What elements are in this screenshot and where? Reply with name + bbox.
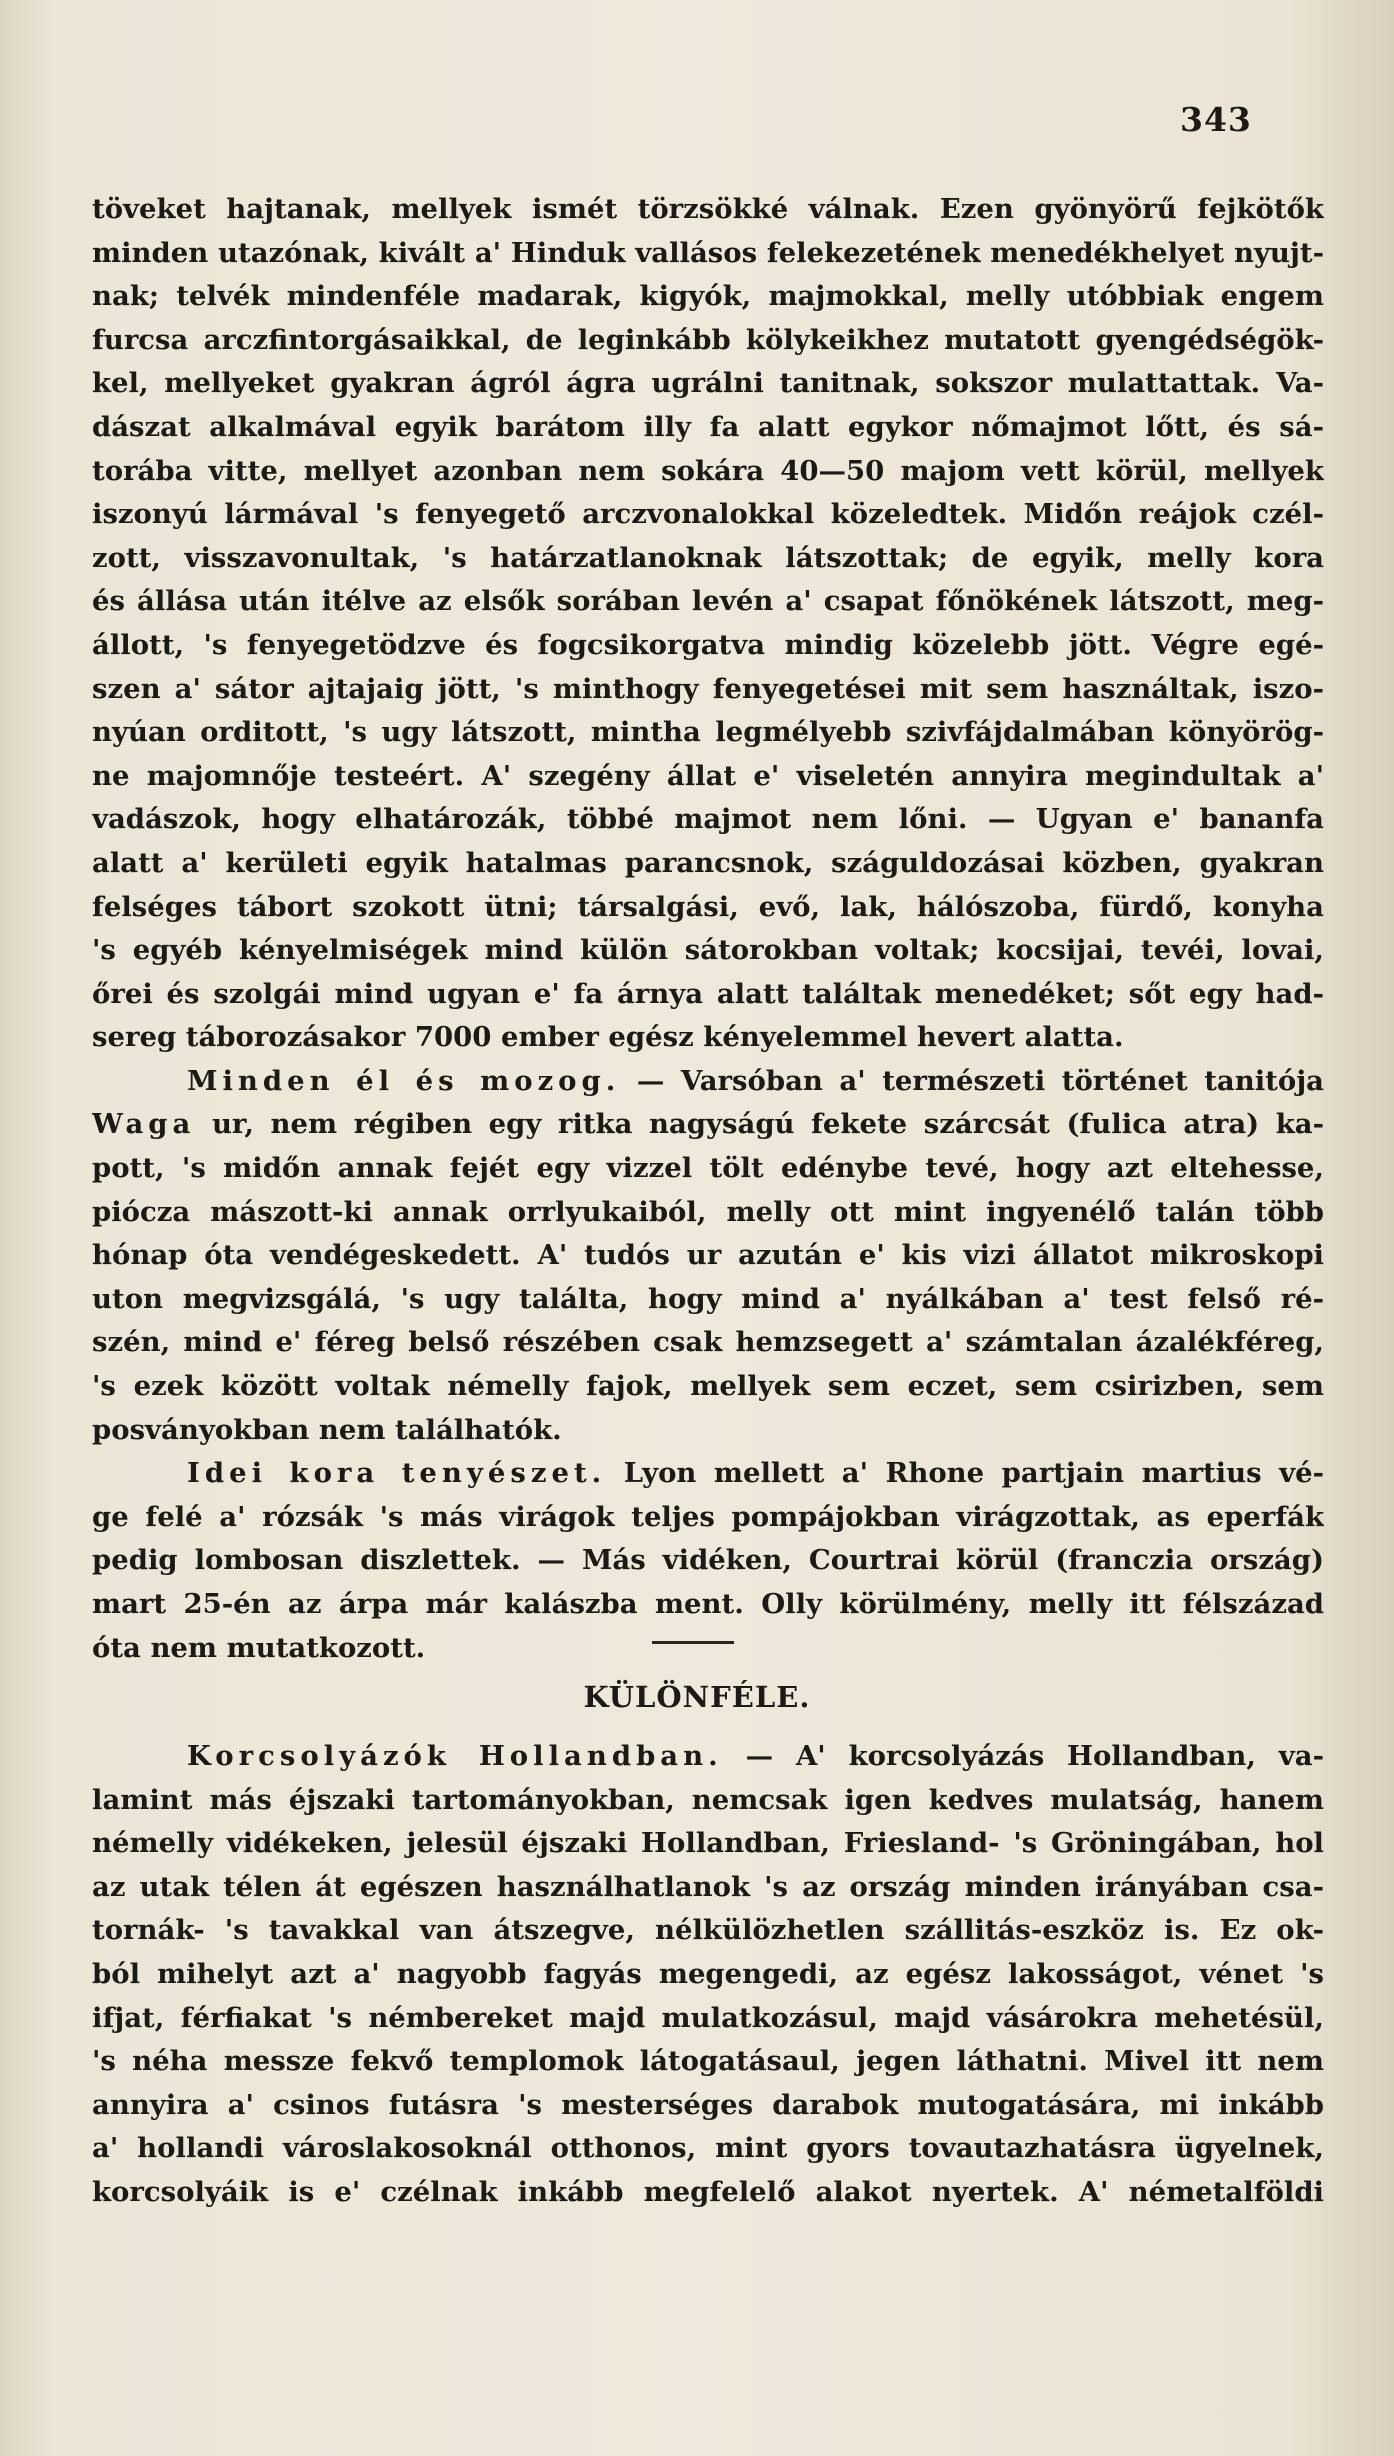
paragraph-line: annyira a' csinos futásra 's mesterséges darabok mutogatására, mi inkább bbox=[92, 2088, 1324, 2121]
kulonfele-text bbox=[92, 1735, 1324, 2215]
paragraph-line: némelly vidékeken, jelesül éjszaki Hollandban, Friesland- 's Gröningában, hol bbox=[92, 1827, 1324, 1860]
section-title-idei-kora: Idei kora tenyészet. bbox=[187, 1457, 607, 1490]
section-title-minden-el: Minden él és mozog. bbox=[187, 1064, 621, 1097]
paragraph-line: 's néha messze fekvő templomok látogatásaul, jegen láthatni. Mivel itt nem bbox=[92, 2045, 1324, 2078]
paragraph-first-line bbox=[92, 1735, 1324, 1779]
paragraph-line: ne majomnője testeért. A' szegény állat e' viseletén annyira megindultak a' bbox=[92, 759, 1324, 792]
paragraph-line: őrei és szolgái mind ugyan e' fa árnya alatt találtak menedéket; sőt egy had- bbox=[92, 977, 1324, 1010]
paragraph-line: kel, mellyeket gyakran ágról ágra ugrálni tanitnak, sokszor mulattattak. Va- bbox=[92, 367, 1324, 400]
paragraph-line: óta nem mutatkozott. bbox=[92, 1631, 426, 1664]
person-name: Waga bbox=[92, 1108, 196, 1141]
paragraph-line: furcsa arczfintorgásaikkal, de leginkább kölykeikhez mutatott gyengédségök- bbox=[92, 323, 1324, 356]
paragraph-line: hónap óta vendégeskedett. A' tudós ur azután e' kis vizi állatot mikroskopi bbox=[92, 1239, 1324, 1272]
paragraph-line: — Varsóban a' természeti történet tanitója bbox=[636, 1064, 1324, 1097]
paragraph-first-line bbox=[92, 1060, 1324, 1104]
paragraph-line: és állása után itélve az elsők sorában levén a' csapat főnökének látszott, meg- bbox=[92, 585, 1324, 618]
paragraph-line: dászat alkalmával egyik barátom illy fa alatt egykor nőmajmot lőtt, és sá- bbox=[92, 410, 1324, 443]
paragraph-line bbox=[92, 1103, 1324, 1147]
paragraph-line: felséges tábort szokott ütni; társalgási, evő, lak, hálószoba, fürdő, konyha bbox=[92, 890, 1324, 923]
paragraph-line: töveket hajtanak, mellyek ismét törzsökké válnak. Ezen gyönyörű fejkötők bbox=[92, 193, 1324, 225]
paragraph-line: szen a' sátor ajtajaig jött, 's minthogy fenyegetései mit sem használtak, iszo- bbox=[92, 672, 1324, 705]
paragraph-line: iszonyú lármával 's fenyegető arczvonalokkal közeledtek. Midőn reájok czél- bbox=[92, 498, 1324, 531]
section-idei-kora bbox=[92, 1496, 1324, 1670]
paragraph-line: torába vitte, mellyet azonban nem sokára 40—50 majom vett körül, mellyek bbox=[92, 454, 1324, 487]
paragraph-line: Lyon mellett a' Rhone partjain martius vé- bbox=[623, 1457, 1324, 1490]
section-natural-history bbox=[92, 188, 1324, 1060]
main-text bbox=[92, 188, 1324, 1670]
paragraph-line: korcsolyáik is e' czélnak inkább megfelelő alakot nyertek. A' németalföldi bbox=[92, 2175, 1324, 2208]
section-minden-el bbox=[92, 1147, 1324, 1452]
paragraph-line: szén, mind e' féreg belső részében csak hemzsegett a' számtalan ázalékféreg, bbox=[92, 1326, 1324, 1359]
paragraph-line-text: ur, nem régiben egy ritka nagyságú fekete szárcsát (fulica atra) ka- bbox=[211, 1108, 1324, 1141]
paragraph-line: pott, 's midőn annak fejét egy vizzel tölt edénybe tevé, hogy azt eltehesse, bbox=[92, 1152, 1324, 1185]
paragraph-first-line bbox=[92, 1452, 1324, 1496]
paragraph-line: ge felé a' rózsák 's más virágok teljes pompájokban virágzottak, as eperfák bbox=[92, 1500, 1324, 1533]
section-heading-kulonfele: KÜLÖNFÉLE. bbox=[583, 1680, 811, 1714]
paragraph-line: állott, 's fenyegetödzve és fogcsikorgatva mindig közelebb jött. Végre egé- bbox=[92, 628, 1324, 661]
paragraph-line: 's egyéb kényelmiségek mind külön sátorokban voltak; kocsijai, tevéi, lovai, bbox=[92, 934, 1324, 967]
paragraph-line: piócza mászott-ki annak orrlyukaiból, melly ott mint ingyenélő talán több bbox=[92, 1195, 1324, 1228]
paragraph-line: 's ezek között voltak némelly fajok, mellyek sem eczet, sem csirizben, sem bbox=[92, 1370, 1324, 1403]
article-title: Korcsolyázók Hollandban. bbox=[187, 1740, 723, 1772]
paragraph-line: uton megvizsgálá, 's ugy találta, hogy mind a' nyálkában a' test felső ré- bbox=[92, 1282, 1324, 1315]
paragraph-line: posványokban nem találhatók. bbox=[92, 1413, 562, 1446]
paragraph-line: nyúan orditott, 's ugy látszott, mintha legmélyebb szivfájdalmában könyörög- bbox=[92, 716, 1324, 749]
paragraph-line: az utak télen át egészen használhatlanok 's az ország minden irányában csa- bbox=[92, 1870, 1324, 1903]
paragraph-line: pedig lombosan diszlettek. — Más vidéken, Courtrai körül (franczia ország) bbox=[92, 1544, 1324, 1577]
paragraph-line: zott, visszavonultak, 's határzatlanoknak látszottak; de egyik, melly kora bbox=[92, 541, 1324, 574]
paragraph-line: — A' korcsolyázás Hollandban, va- bbox=[745, 1740, 1324, 1772]
paragraph-line: lamint más éjszaki tartományokban, nemcsak igen kedves mulatság, hanem bbox=[92, 1783, 1324, 1816]
paragraph-line: ból mihelyt azt a' nagyobb fagyás megengedi, az egész lakosságot, vénet 's bbox=[92, 1957, 1324, 1990]
paragraph-line: a' hollandi városlakosoknál otthonos, mint gyors tovautazhatásra ügyelnek, bbox=[92, 2132, 1324, 2165]
paragraph-line: nak; telvék mindenféle madarak, kigyók, majmokkal, melly utóbbiak engem bbox=[92, 280, 1324, 313]
paragraph-line: mart 25-én az árpa már kalászba ment. Olly körülmény, melly itt félszázad bbox=[92, 1588, 1324, 1620]
separator-rule bbox=[652, 1641, 734, 1644]
paragraph-line: ifjat, férfiakat 's némbereket majd mulatkozásul, majd vásárokra mehetésül, bbox=[92, 2001, 1324, 2034]
paragraph-line: sereg táborozásakor 7000 ember egész kényelemmel hevert alatta. bbox=[92, 1021, 1124, 1054]
page-number: 343 bbox=[1180, 100, 1252, 139]
section-kulonfele bbox=[92, 1779, 1324, 2215]
paragraph-line: vadászok, hogy elhatározák, többé majmot nem lőni. — Ugyan e' bananfa bbox=[92, 803, 1324, 836]
paragraph-line: minden utazónak, kivált a' Hinduk vallásos felekezetének menedékhelyet nyujt- bbox=[92, 236, 1324, 269]
paragraph-line: alatt a' kerületi egyik hatalmas parancsnok, száguldozásai közben, gyakran bbox=[92, 846, 1324, 879]
paragraph-line: tornák- 's tavakkal van átszegve, nélkülözhetlen szállitás-eszköz is. Ez ok- bbox=[92, 1914, 1324, 1947]
